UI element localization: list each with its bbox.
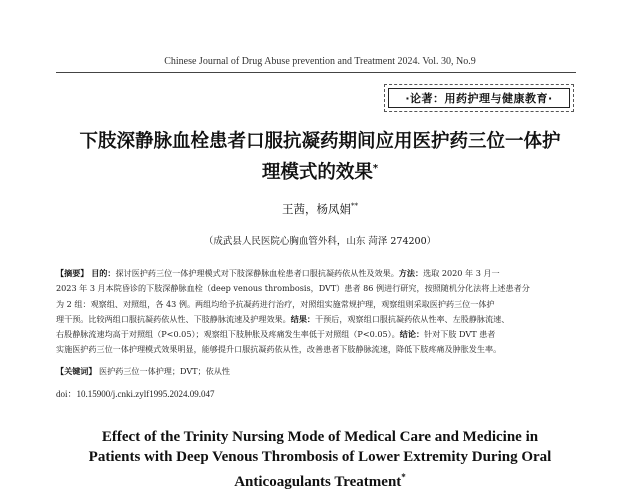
keywords-text: 医护药三位一体护理；DVT；依从性 [96, 366, 230, 376]
section-label: ·论著：用药护理与健康教育· [388, 88, 570, 108]
abstract-section-heading: 结果： [290, 313, 316, 324]
chinese-title-line-1: 下肢深静脉血栓患者口服抗凝药期间应用医护药三位一体护 [79, 131, 561, 152]
keywords [56, 366, 576, 377]
abstract-line [56, 342, 576, 357]
abstract-line [56, 281, 576, 296]
abstract-label: 【摘要】 [56, 268, 89, 278]
chinese-title-footnote-mark: * [372, 163, 379, 174]
english-title-line-2: Patients with Deep Venous Thrombosis of Lower Extremity During Oral [88, 449, 552, 465]
english-title [40, 427, 600, 492]
abstract-text: 右股静脉流速均高于对照组（P<0.05）；观察组下肢肿胀及疼痛发生率低于对照组（P<0.05）。 [56, 329, 400, 340]
abstract-text: 理干预。比较两组口服抗凝药依从性、下肢静脉流速及护理效果。 [56, 313, 291, 324]
keywords-label: 【关键词】 [56, 366, 97, 376]
chinese-title-line-2 [40, 155, 600, 186]
author-names: 王茜，杨凤娟 [282, 202, 351, 216]
author-footnote-mark: ** [351, 202, 358, 211]
abstract-text: 实施医护药三位一体护理模式效果明显，能够提升口服抗凝药依从性，改善患者下肢静脉流速，降低下肢疼痛及肿胀发生率。 [56, 344, 502, 355]
chinese-title [40, 128, 600, 186]
abstract-text: 探讨医护药三位一体护理模式对下肢深静脉血栓患者口服抗凝药依从性及效果。 [115, 268, 399, 278]
abstract-text: 为 2 组：观察组、对照组，各 43 例。两组均给予抗凝药进行治疗，对照组实施常规护理，观察组则采取医护药三位一体护 [56, 298, 495, 309]
abstract-section-heading: 方法： [398, 268, 424, 278]
english-title-footnote-mark: * [401, 472, 406, 482]
running-header: Chinese Journal of Drug Abuse prevention and Treatment 2024. Vol. 30, No.9 [164, 56, 476, 67]
doi: doi：10.15900/j.cnki.zylf1995.2024.09.047 [56, 389, 215, 399]
chinese-title-line-2-text: 理模式的效果 [261, 162, 373, 184]
header-divider [56, 72, 576, 73]
abstract-line [56, 312, 576, 327]
abstract-section-heading: 结论： [399, 329, 425, 340]
abstract-text: 2023 年 3 月本院昏诊的下肢深静脉血栓（deep venous thrombosis，DVT）患者 86 例进行研究，按照随机分化法将上述患者分 [56, 283, 530, 294]
abstract-text: 干预后，观察组口服抗凝药依从性率、左股静脉流速、 [315, 313, 510, 324]
affiliation: （成武县人民医院心胸血管外科，山东 菏泽 274200） [203, 236, 437, 247]
abstract-section-heading: 目的： [88, 268, 116, 278]
abstract-text: 针对下肢 DVT 患者 [424, 329, 496, 340]
english-title-line-1: Effect of the Trinity Nursing Mode of Medical Care and Medicine in [101, 429, 539, 445]
abstract-line [56, 266, 576, 281]
abstract [56, 266, 576, 358]
english-title-line-3 [40, 467, 600, 492]
english-title-line-3-text: Anticoagulants Treatment [234, 474, 402, 490]
section-label-box [384, 84, 574, 112]
abstract-line [56, 327, 576, 342]
abstract-line [56, 297, 576, 312]
abstract-text: 选取 2020 年 3 月一 [423, 268, 500, 278]
authors [0, 201, 640, 217]
